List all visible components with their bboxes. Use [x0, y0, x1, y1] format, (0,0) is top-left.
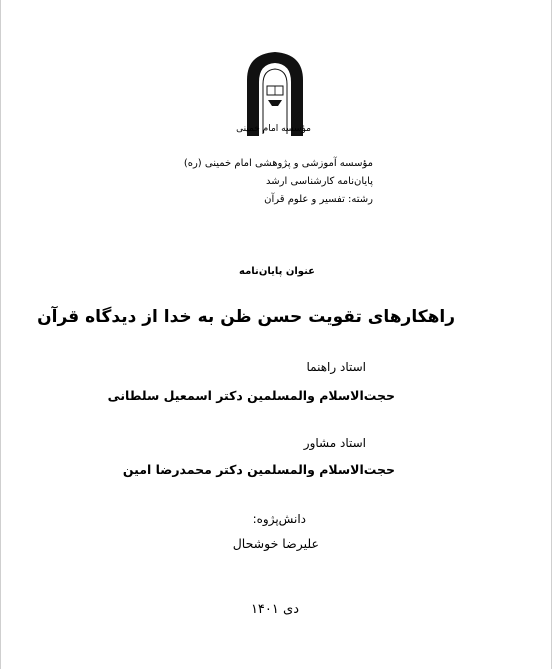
student-label: دانش‌پژوه:	[252, 512, 306, 526]
thesis-title: راهکارهای تقویت حسن ظن به خدا از دیدگاه قرآن	[37, 307, 455, 327]
advisor-name: حجت‌الاسلام والمسلمین دکتر محمدرضا امین	[122, 462, 395, 477]
institute-name: مؤسسه آموزشی و پژوهشی امام خمینی (ره)	[183, 158, 373, 169]
advisor-label: استاد مشاور	[303, 436, 366, 450]
thesis-title-label: عنوان پایان‌نامه	[239, 266, 315, 277]
student-name: علیرضا خوشحال	[232, 536, 319, 551]
degree-line: پایان‌نامه کارشناسی ارشد	[266, 176, 373, 187]
logo-lettering: مؤسسه امام خمینی	[236, 124, 311, 134]
supervisor-name: حجت‌الاسلام والمسلمین دکتر اسمعیل سلطانی	[107, 388, 395, 403]
supervisor-label: استاد راهنما	[306, 360, 366, 374]
date: دی ۱۴۰۱	[250, 602, 299, 617]
field-line: رشته: تفسیر و علوم قرآن	[264, 194, 373, 205]
